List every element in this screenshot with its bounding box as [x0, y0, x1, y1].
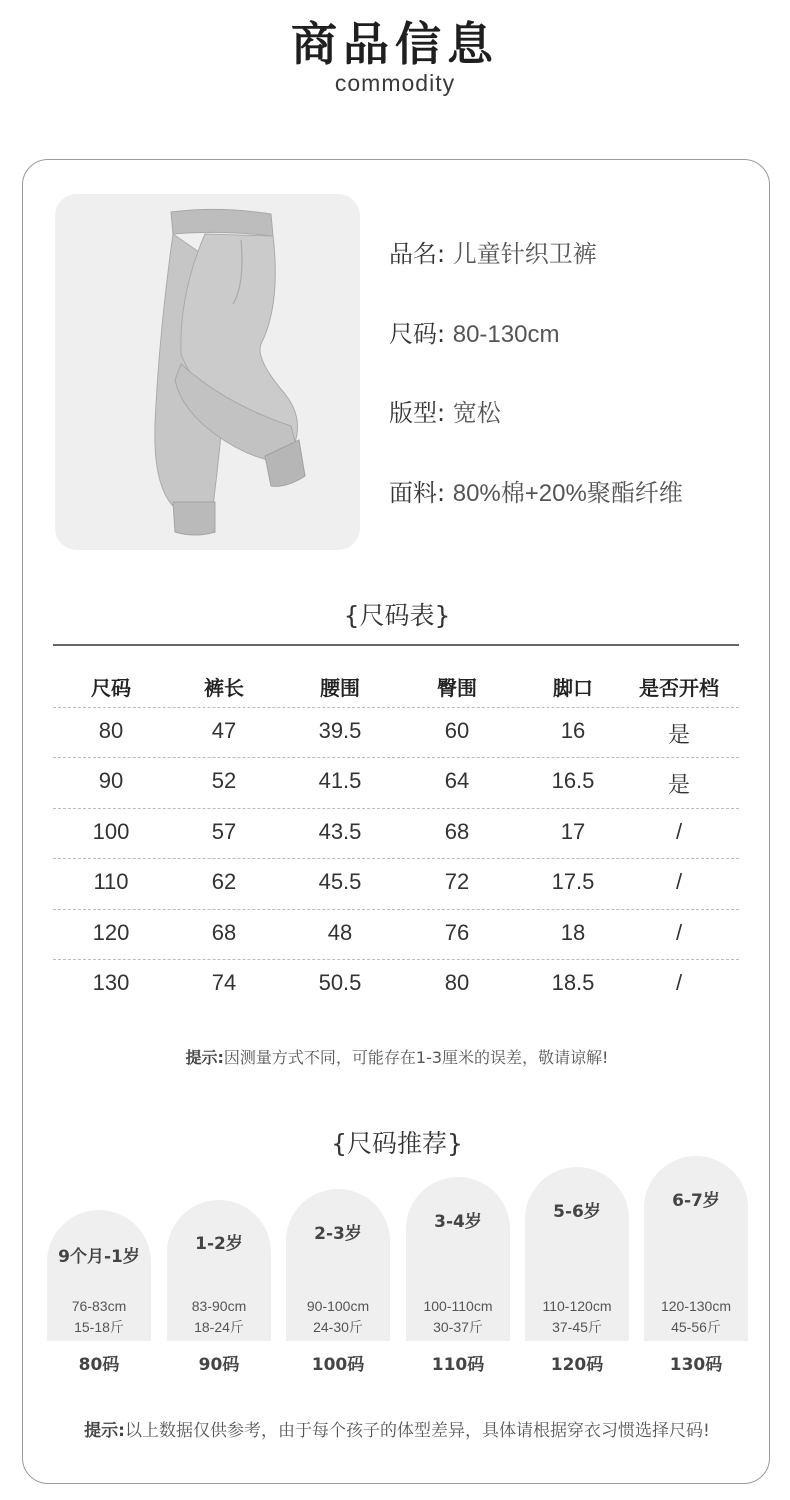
recommendation-age: 5-6岁 — [553, 1202, 601, 1222]
recommendation-size-code: 90码 — [198, 1355, 240, 1375]
recommendation-size-code: 100码 — [311, 1355, 365, 1375]
size-chart-tip — [23, 1045, 771, 1068]
recommendation-tip — [23, 1416, 771, 1441]
tip-text: 以上数据仅供参考，由于每个孩子的体型差异，具体请根据穿衣习惯选择尺码! — [124, 1421, 710, 1441]
table-cell: 52 — [211, 768, 237, 793]
table-cell: / — [675, 970, 683, 995]
table-cell: 是 — [667, 722, 690, 747]
table-top-rule — [53, 644, 739, 646]
recommendation-size-code: 110码 — [431, 1355, 485, 1375]
recommendation-height: 90-100cm — [306, 1298, 370, 1314]
table-cell: 43.5 — [318, 819, 362, 844]
recommendation-weight: 18-24斤 — [194, 1319, 244, 1335]
recommendation-height: 120-130cm — [660, 1298, 732, 1314]
recommendation-height: 76-83cm — [71, 1298, 127, 1314]
recommendation-arch — [525, 1167, 629, 1341]
tip-text: 因测量方式不同，可能存在1-3厘米的误差，敬请谅解! — [223, 1048, 609, 1067]
recommendation-weight: 37-45斤 — [552, 1319, 602, 1335]
product-card — [22, 159, 770, 1484]
recommendation-age: 1-2岁 — [195, 1234, 243, 1254]
page-title: 商品信息 — [291, 17, 499, 71]
recommendation-age: 9个月-1岁 — [58, 1247, 140, 1267]
recommendation-height: 100-110cm — [423, 1298, 493, 1314]
table-cell: 50.5 — [318, 970, 362, 995]
table-cell: 62 — [211, 869, 237, 894]
table-header-open-crotch: 是否开档 — [639, 676, 719, 700]
table-cell: 68 — [444, 819, 470, 844]
recommendation-title: {尺码推荐} — [331, 1129, 463, 1158]
tip-label: 提示: — [84, 1421, 125, 1441]
tip-label: 提示: — [185, 1048, 224, 1067]
table-cell: 80 — [444, 970, 470, 995]
table-cell: / — [675, 869, 683, 894]
product-size-row — [389, 314, 559, 349]
sweatpants-illustration — [55, 194, 360, 550]
table-divider — [53, 959, 739, 960]
recommendation-item — [525, 1167, 629, 1341]
table-divider — [53, 808, 739, 809]
table-cell: 130 — [92, 970, 130, 995]
recommendation-weight: 45-56斤 — [671, 1319, 721, 1335]
table-divider — [53, 757, 739, 758]
table-divider — [53, 858, 739, 859]
table-cell: 100 — [92, 819, 130, 844]
product-size-label: 尺码: — [389, 320, 446, 348]
product-name-value: 儿童针织卫裤 — [452, 241, 597, 268]
table-cell: 90 — [98, 768, 124, 793]
table-cell: 16.5 — [551, 768, 595, 793]
table-cell: 57 — [211, 819, 237, 844]
table-cell: 74 — [211, 970, 237, 995]
product-fabric-label: 面料: — [389, 479, 446, 507]
table-cell: 是 — [667, 772, 690, 797]
recommendation-height: 110-120cm — [542, 1298, 612, 1314]
table-cell: 39.5 — [318, 718, 362, 743]
product-fit-row — [389, 393, 501, 428]
table-header-hip: 臀围 — [437, 676, 477, 700]
size-chart-title: {尺码表} — [343, 601, 451, 630]
table-header-size: 尺码 — [91, 676, 131, 700]
table-header-hem: 脚口 — [553, 676, 593, 700]
table-cell: 64 — [444, 768, 470, 793]
recommendation-weight: 15-18斤 — [74, 1319, 124, 1335]
table-cell: / — [675, 920, 683, 945]
table-cell: 47 — [211, 718, 237, 743]
recommendation-item — [406, 1177, 510, 1341]
table-cell: 72 — [444, 869, 470, 894]
table-cell: 120 — [92, 920, 130, 945]
product-name-label: 品名: — [389, 240, 446, 268]
table-cell: 41.5 — [318, 768, 362, 793]
table-cell: 76 — [444, 920, 470, 945]
table-divider — [53, 909, 739, 910]
table-cell: 18 — [560, 920, 586, 945]
recommendation-item — [47, 1210, 151, 1341]
recommendation-weight: 30-37斤 — [433, 1319, 483, 1335]
recommendation-size-code: 130码 — [669, 1355, 723, 1375]
table-cell: 80 — [98, 718, 124, 743]
recommendation-weight: 24-30斤 — [313, 1319, 363, 1335]
table-header-length: 裤长 — [204, 676, 244, 700]
recommendation-age: 2-3岁 — [314, 1224, 362, 1244]
product-fit-value: 宽松 — [452, 400, 501, 427]
table-divider — [53, 707, 739, 708]
table-cell: 18.5 — [551, 970, 595, 995]
recommendation-size-code: 80码 — [78, 1355, 120, 1375]
table-cell: 60 — [444, 718, 470, 743]
page-subtitle: commodity — [334, 70, 456, 96]
product-size-value: 80-130cm — [452, 321, 560, 348]
table-cell: 110 — [93, 869, 129, 894]
product-fit-label: 版型: — [389, 399, 446, 427]
recommendation-height: 83-90cm — [191, 1298, 247, 1314]
recommendation-item — [644, 1156, 748, 1341]
table-cell: 17 — [560, 819, 586, 844]
table-header-waist: 腰围 — [320, 676, 360, 700]
table-cell: 48 — [327, 920, 353, 945]
table-cell: 17.5 — [551, 869, 595, 894]
recommendation-item — [286, 1189, 390, 1341]
product-fabric-value: 80%棉+20%聚酯纤维 — [452, 480, 683, 507]
table-cell: 68 — [211, 920, 237, 945]
recommendation-age: 6-7岁 — [672, 1191, 720, 1211]
product-name-row — [389, 234, 597, 269]
table-cell: / — [675, 819, 683, 844]
table-cell: 16 — [560, 718, 586, 743]
table-cell: 45.5 — [318, 869, 362, 894]
recommendation-item — [167, 1200, 271, 1341]
recommendation-age: 3-4岁 — [434, 1212, 482, 1232]
recommendation-size-code: 120码 — [550, 1355, 604, 1375]
product-fabric-row — [389, 473, 683, 508]
product-image — [55, 194, 360, 550]
